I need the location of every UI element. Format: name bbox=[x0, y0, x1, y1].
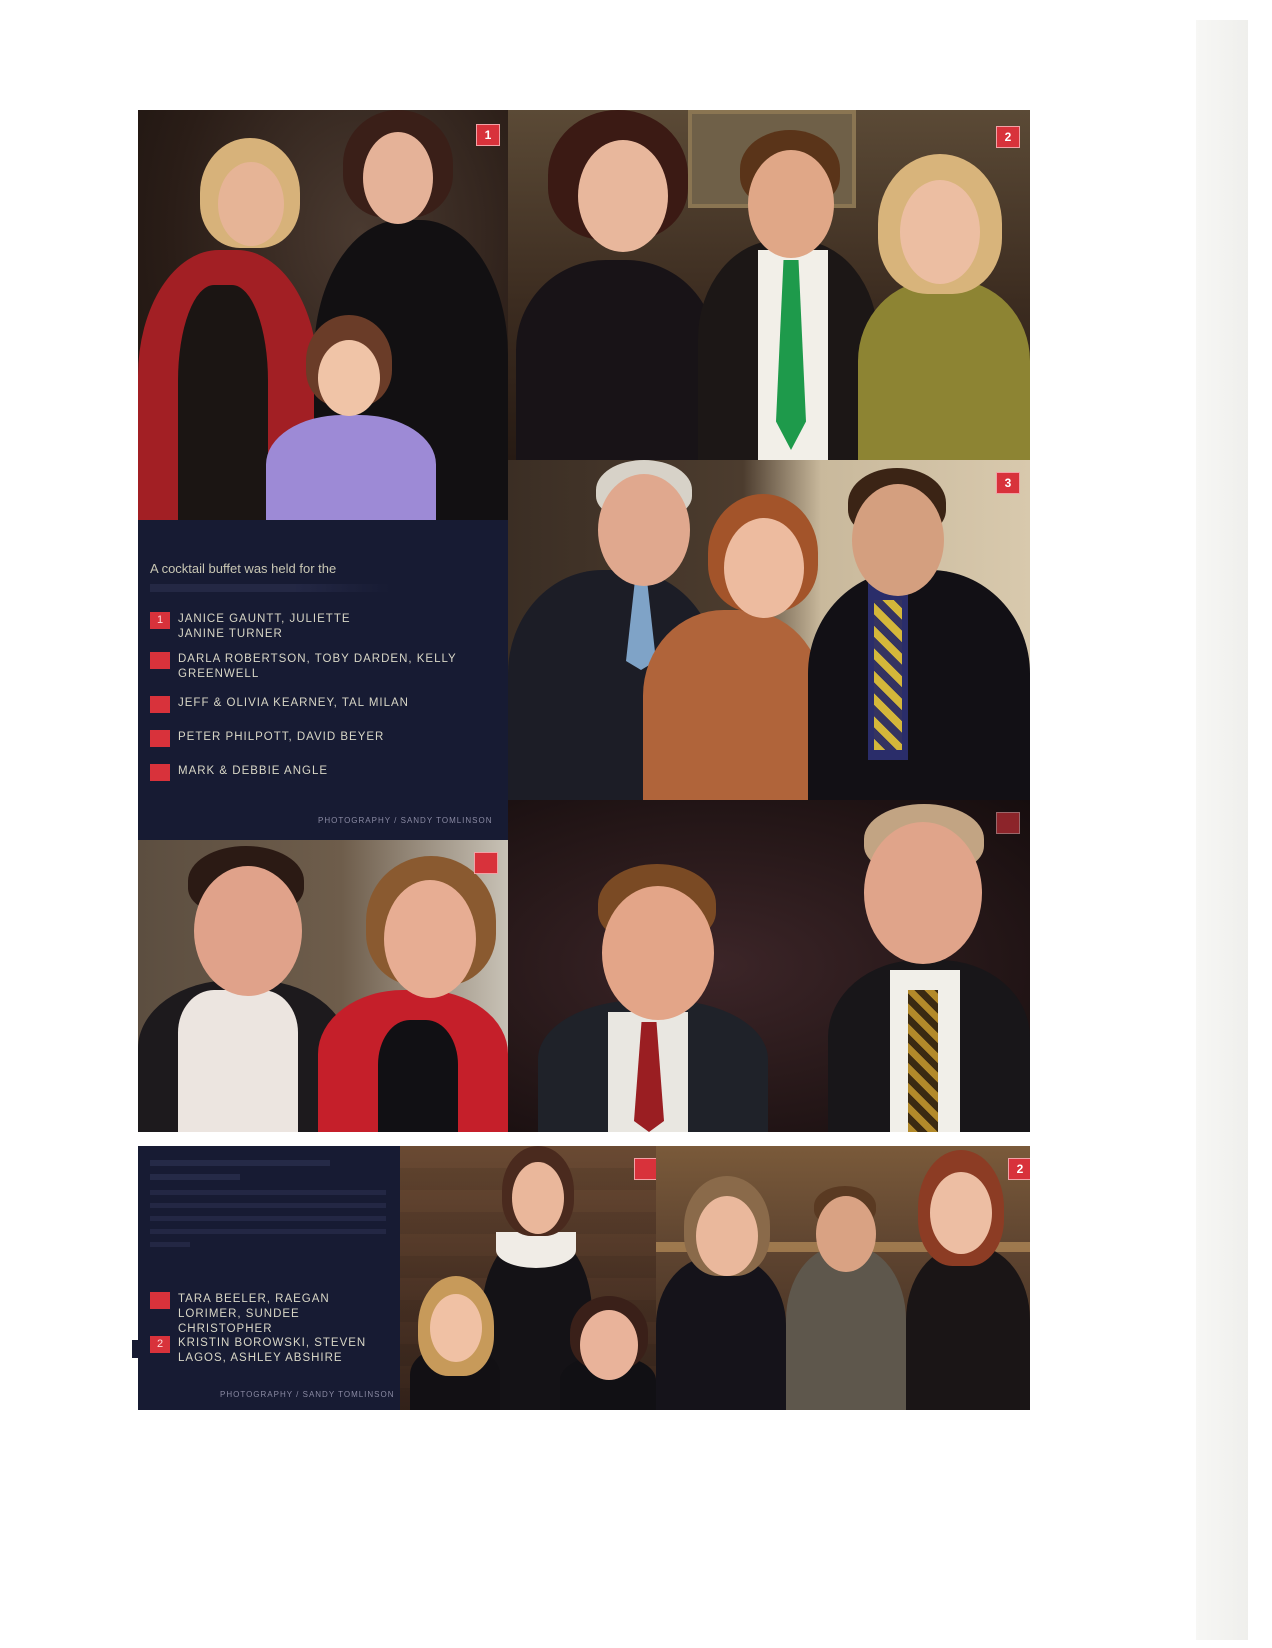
photo-credit: PHOTOGRAPHY / SANDY TOMLINSON bbox=[220, 1390, 395, 1399]
page-edge bbox=[1196, 20, 1248, 1640]
photo-4 bbox=[138, 840, 508, 1132]
photo-bottom-1 bbox=[400, 1146, 656, 1410]
caption-item bbox=[150, 612, 478, 642]
photo-badge bbox=[474, 852, 498, 874]
caption-kicker bbox=[150, 542, 500, 558]
photo-badge: 3 bbox=[996, 472, 1020, 494]
page-mark bbox=[132, 1340, 138, 1358]
photo-3 bbox=[508, 460, 1030, 800]
caption-item bbox=[150, 764, 478, 781]
caption-names: TARA BEELER, RAEGAN LORIMER, SUNDEE CHRISTOPHER bbox=[178, 1293, 330, 1335]
photo-badge bbox=[634, 1158, 656, 1180]
photo-badge: 2 bbox=[1008, 1158, 1030, 1180]
caption-item bbox=[150, 1336, 388, 1366]
caption-panel-top bbox=[138, 520, 508, 840]
caption-item bbox=[150, 730, 478, 747]
photo-1 bbox=[138, 110, 508, 520]
caption-item bbox=[150, 652, 478, 682]
caption-names: JEFF & OLIVIA KEARNEY, TAL MILAN bbox=[178, 697, 409, 709]
photo-badge bbox=[996, 812, 1020, 834]
photo-credit: PHOTOGRAPHY / SANDY TOMLINSON bbox=[318, 816, 493, 825]
caption-item bbox=[150, 1292, 388, 1337]
photo-bottom-2 bbox=[656, 1146, 1030, 1410]
caption-names: DARLA ROBERTSON, TOBY DARDEN, KELLY GREENWELL bbox=[178, 653, 457, 680]
caption-number: 2 bbox=[150, 1336, 170, 1353]
caption-intro: A cocktail buffet was held for the bbox=[150, 561, 337, 576]
caption-names: JANINE TURNER bbox=[178, 628, 283, 640]
caption-item bbox=[150, 696, 478, 713]
caption-number bbox=[150, 652, 170, 669]
photo-badge: 2 bbox=[996, 126, 1020, 148]
photo-badge: 1 bbox=[476, 124, 500, 146]
photo-5 bbox=[508, 800, 1030, 1132]
caption-number bbox=[150, 730, 170, 747]
caption-names: JANICE GAUNTT, JULIETTE bbox=[178, 613, 351, 625]
caption-number: 1 bbox=[150, 612, 170, 629]
caption-number bbox=[150, 696, 170, 713]
caption-names: KRISTIN BOROWSKI, STEVEN LAGOS, ASHLEY ABSHIRE bbox=[178, 1337, 367, 1364]
caption-names: MARK & DEBBIE ANGLE bbox=[178, 765, 329, 777]
caption-number bbox=[150, 1292, 170, 1309]
photo-2 bbox=[508, 110, 1030, 460]
caption-number bbox=[150, 764, 170, 781]
caption-panel-bottom bbox=[138, 1146, 400, 1410]
caption-names: PETER PHILPOTT, DAVID BEYER bbox=[178, 731, 385, 743]
